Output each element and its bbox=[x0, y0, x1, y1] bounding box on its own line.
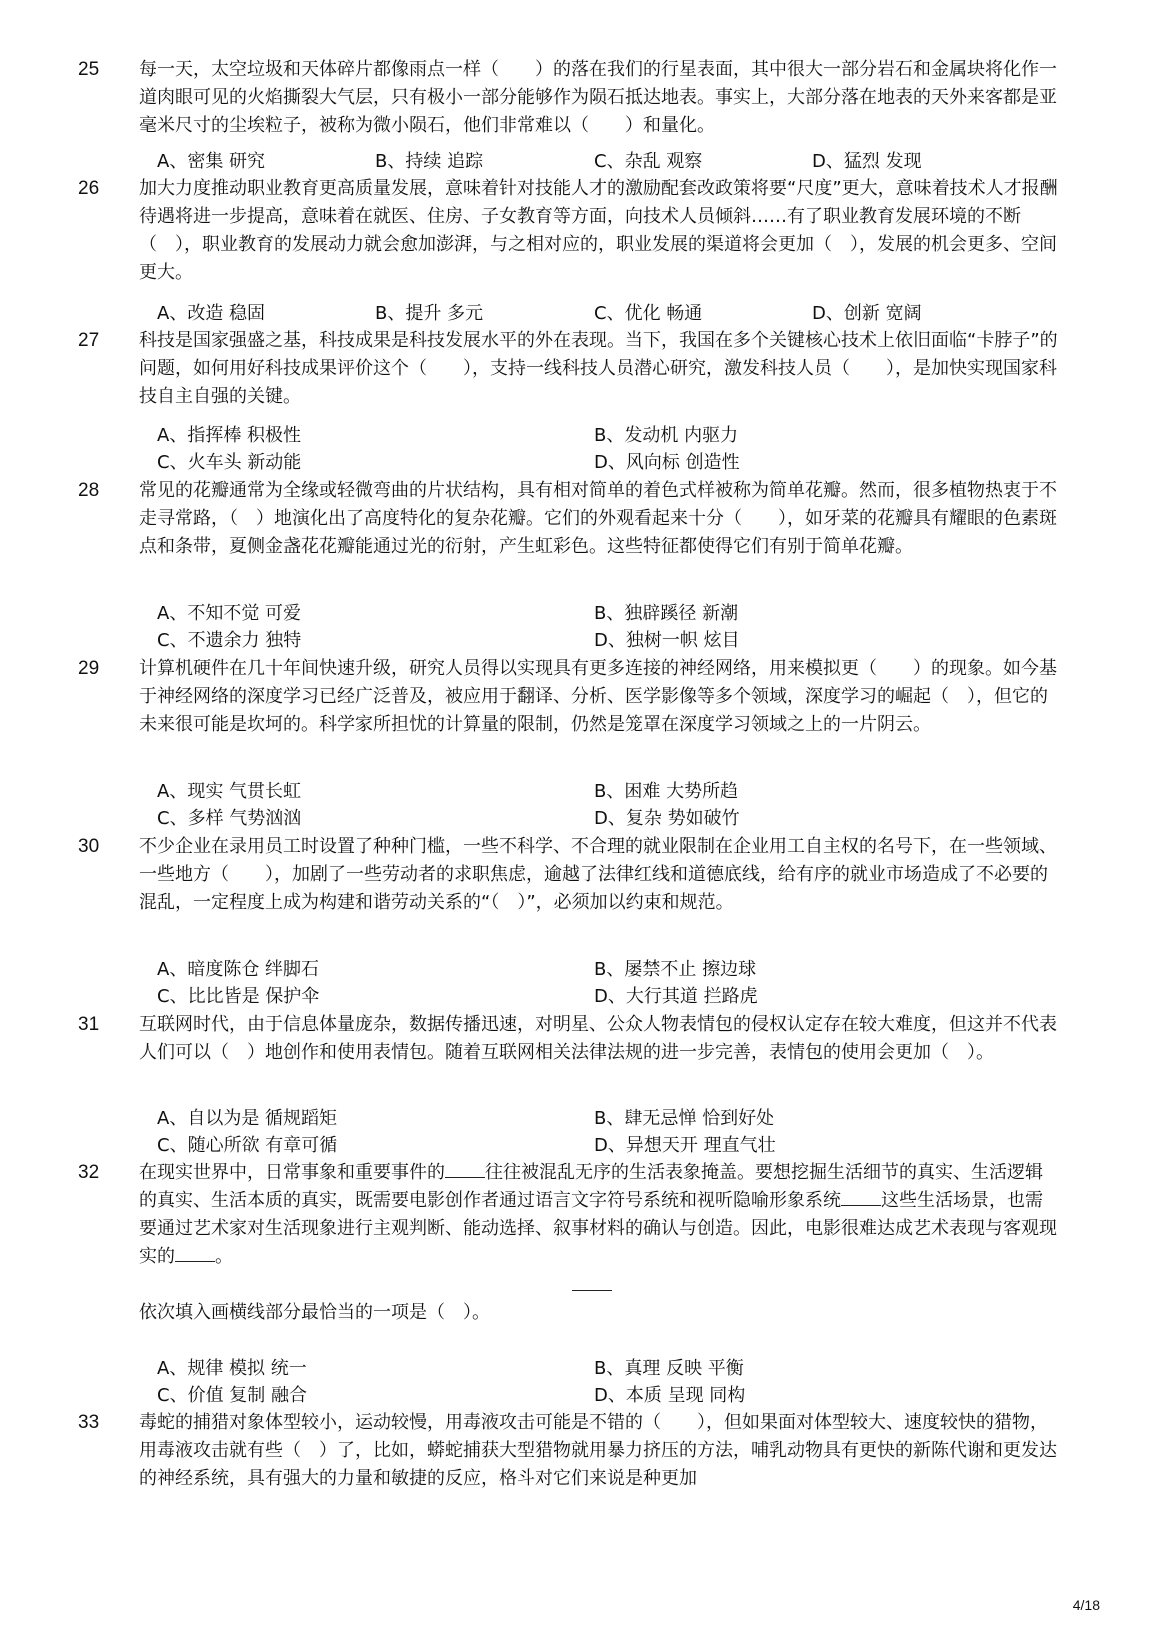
option-c[interactable]: C、杂乱 观察 bbox=[594, 151, 703, 172]
option-b[interactable]: B、困难 大势所趋 bbox=[594, 781, 739, 802]
page-number: 4/18 bbox=[1072, 1597, 1100, 1613]
option-b[interactable]: B、持续 追踪 bbox=[375, 151, 484, 172]
option-c[interactable]: C、多样 气势汹汹 bbox=[157, 808, 302, 829]
question-number: 26 bbox=[78, 178, 100, 199]
option-a[interactable]: A、不知不觉 可爱 bbox=[157, 603, 302, 624]
option-c[interactable]: C、比比皆是 保护伞 bbox=[157, 986, 320, 1007]
question-text: 计算机硬件在几十年间快速升级，研究人员得以实现具有更多连接的神经网络，用来模拟更（ ）的现象。如今基于神经网络的深度学习已经广泛普及，被应用于翻译、分析、医学影像等多个领域，深度学习的崛起（ ），但它的未来很可能是坎坷的。科学家所担忧的计算量的限制，仍然是笼罩在深度学习领域之上的一片阴云。 bbox=[139, 658, 1057, 735]
stray-underline bbox=[572, 1290, 612, 1291]
question-text: 每一天，太空垃圾和天体碎片都像雨点一样（ ）的落在我们的行星表面，其中很大一部分岩石和金属块将化作一道肉眼可见的火焰撕裂大气层，只有极小一部分能够作为陨石抵达地表。事实上，大部分落在地表的天外来客都是亚毫米尺寸的尘埃粒子，被称为微小陨石，他们非常难以（ ）和量化。 bbox=[139, 59, 1057, 136]
option-b[interactable]: B、独辟蹊径 新潮 bbox=[594, 603, 739, 624]
question-number: 29 bbox=[78, 658, 100, 679]
answer-blank bbox=[175, 1243, 215, 1262]
option-a[interactable]: A、现实 气贯长虹 bbox=[157, 781, 302, 802]
question-text: 互联网时代，由于信息体量庞杂，数据传播迅速，对明星、公众人物表情包的侵权认定存在较大难度，但这并不代表人们可以（ ）地创作和使用表情包。随着互联网相关法律法规的进一步完善，表情包的使用会更加（ ）。 bbox=[139, 1014, 1057, 1063]
option-a[interactable]: A、暗度陈仓 绊脚石 bbox=[157, 959, 320, 980]
question-number: 28 bbox=[78, 480, 100, 501]
option-a[interactable]: A、自以为是 循规蹈矩 bbox=[157, 1108, 338, 1129]
option-c[interactable]: C、随心所欲 有章可循 bbox=[157, 1135, 338, 1156]
option-a[interactable]: A、改造 稳固 bbox=[157, 303, 266, 324]
option-a[interactable]: A、规律 模拟 统一 bbox=[157, 1358, 307, 1379]
option-d[interactable]: D、创新 宽阔 bbox=[812, 303, 922, 324]
question-prompt: 依次填入画横线部分最恰当的一项是（ ）。 bbox=[139, 1302, 490, 1323]
text-segment: 。 bbox=[215, 1246, 233, 1267]
option-d[interactable]: D、猛烈 发现 bbox=[812, 151, 922, 172]
question-number: 25 bbox=[78, 59, 100, 80]
text-segment: 往往被混乱无序的生活表象掩盖。要想挖掘生活细节的真实、生活逻辑的真实、生活本质的真实，既需要电影创作者通过语言文字符号系统和视听隐喻形象系统 bbox=[139, 1162, 1043, 1211]
question-number: 30 bbox=[78, 836, 100, 857]
text-segment: 在现实世界中，日常事象和重要事件的 bbox=[139, 1162, 445, 1183]
question-number: 27 bbox=[78, 330, 100, 351]
option-a[interactable]: A、指挥棒 积极性 bbox=[157, 425, 302, 446]
option-d[interactable]: D、独树一帜 炫目 bbox=[594, 630, 740, 651]
question-text: 加大力度推动职业教育更高质量发展，意味着针对技能人才的激励配套改政策将要“尺度”更大，意味着技术人才报酬待遇将进一步提高，意味着在就医、住房、子女教育等方面，向技术人员倾斜……有了职业教育发展环境的不断（ ），职业教育的发展动力就会愈加澎湃，与之相对应的，职业发展的渠道将会更加（ ），发展的机会更多、空间更大。 bbox=[139, 178, 1058, 283]
option-c[interactable]: C、不遗余力 独特 bbox=[157, 630, 302, 651]
question-number: 33 bbox=[78, 1412, 100, 1433]
option-b[interactable]: B、肆无忌惮 恰到好处 bbox=[594, 1108, 775, 1129]
option-b[interactable]: B、屡禁不止 擦边球 bbox=[594, 959, 757, 980]
question-text: 不少企业在录用员工时设置了种种门槛，一些不科学、不合理的就业限制在企业用工自主权的名号下，在一些领域、一些地方（ ），加剧了一些劳动者的求职焦虑，逾越了法律红线和道德底线，给有序的就业市场造成了不必要的混乱，一定程度上成为构建和谐劳动关系的“（ ）”，必须加以约束和规范。 bbox=[139, 836, 1057, 913]
option-c[interactable]: C、优化 畅通 bbox=[594, 303, 703, 324]
question-text: 常见的花瓣通常为全缘或轻微弯曲的片状结构，具有相对简单的着色式样被称为简单花瓣。然而，很多植物热衷于不走寻常路，（ ）地演化出了高度特化的复杂花瓣。它们的外观看起来十分（ ），如牙菜的花瓣具有耀眼的色素斑点和条带，夏侧金盏花花瓣能通过光的衍射，产生虹彩色。这些特征都使得它们有别于简单花瓣。 bbox=[139, 480, 1057, 557]
option-d[interactable]: D、异想天开 理直气壮 bbox=[594, 1135, 776, 1156]
option-a[interactable]: A、密集 研究 bbox=[157, 151, 266, 172]
question-number: 32 bbox=[78, 1162, 100, 1183]
answer-blank bbox=[841, 1187, 881, 1206]
option-b[interactable]: B、发动机 内驱力 bbox=[594, 425, 739, 446]
option-b[interactable]: B、真理 反映 平衡 bbox=[594, 1358, 744, 1379]
option-d[interactable]: D、本质 呈现 同构 bbox=[594, 1385, 746, 1406]
option-d[interactable]: D、复杂 势如破竹 bbox=[594, 808, 740, 829]
option-c[interactable]: C、火车头 新动能 bbox=[157, 452, 302, 473]
text-segment: 这些生活场景，也需要通过艺术家对生活现象进行主观判断、能动选择、叙事材料的确认与创造。因此，电影很难达成艺术表现与客观现实的 bbox=[139, 1190, 1057, 1267]
question-text: 毒蛇的捕猎对象体型较小，运动较慢，用毒液攻击可能是不错的（ ），但如果面对体型较大、速度较快的猎物，用毒液攻击就有些（ ）了，比如，蟒蛇捕获大型猎物就用暴力挤压的方法，哺乳动物具有更快的新陈代谢和更发达的神经系统，具有强大的力量和敏捷的反应，格斗对它们来说是种更加 bbox=[139, 1412, 1057, 1489]
option-d[interactable]: D、风向标 创造性 bbox=[594, 452, 740, 473]
question-text bbox=[139, 1159, 1059, 1271]
option-d[interactable]: D、大行其道 拦路虎 bbox=[594, 986, 758, 1007]
answer-blank bbox=[445, 1159, 485, 1178]
option-c[interactable]: C、价值 复制 融合 bbox=[157, 1385, 308, 1406]
question-number: 31 bbox=[78, 1014, 100, 1035]
question-text: 科技是国家强盛之基，科技成果是科技发展水平的外在表现。当下，我国在多个关键核心技术上依旧面临“卡脖子”的问题，如何用好科技成果评价这个（ ），支持一线科技人员潜心研究，激发科技人员（ ），是加快实现国家科技自主自强的关键。 bbox=[139, 330, 1058, 407]
option-b[interactable]: B、提升 多元 bbox=[375, 303, 484, 324]
